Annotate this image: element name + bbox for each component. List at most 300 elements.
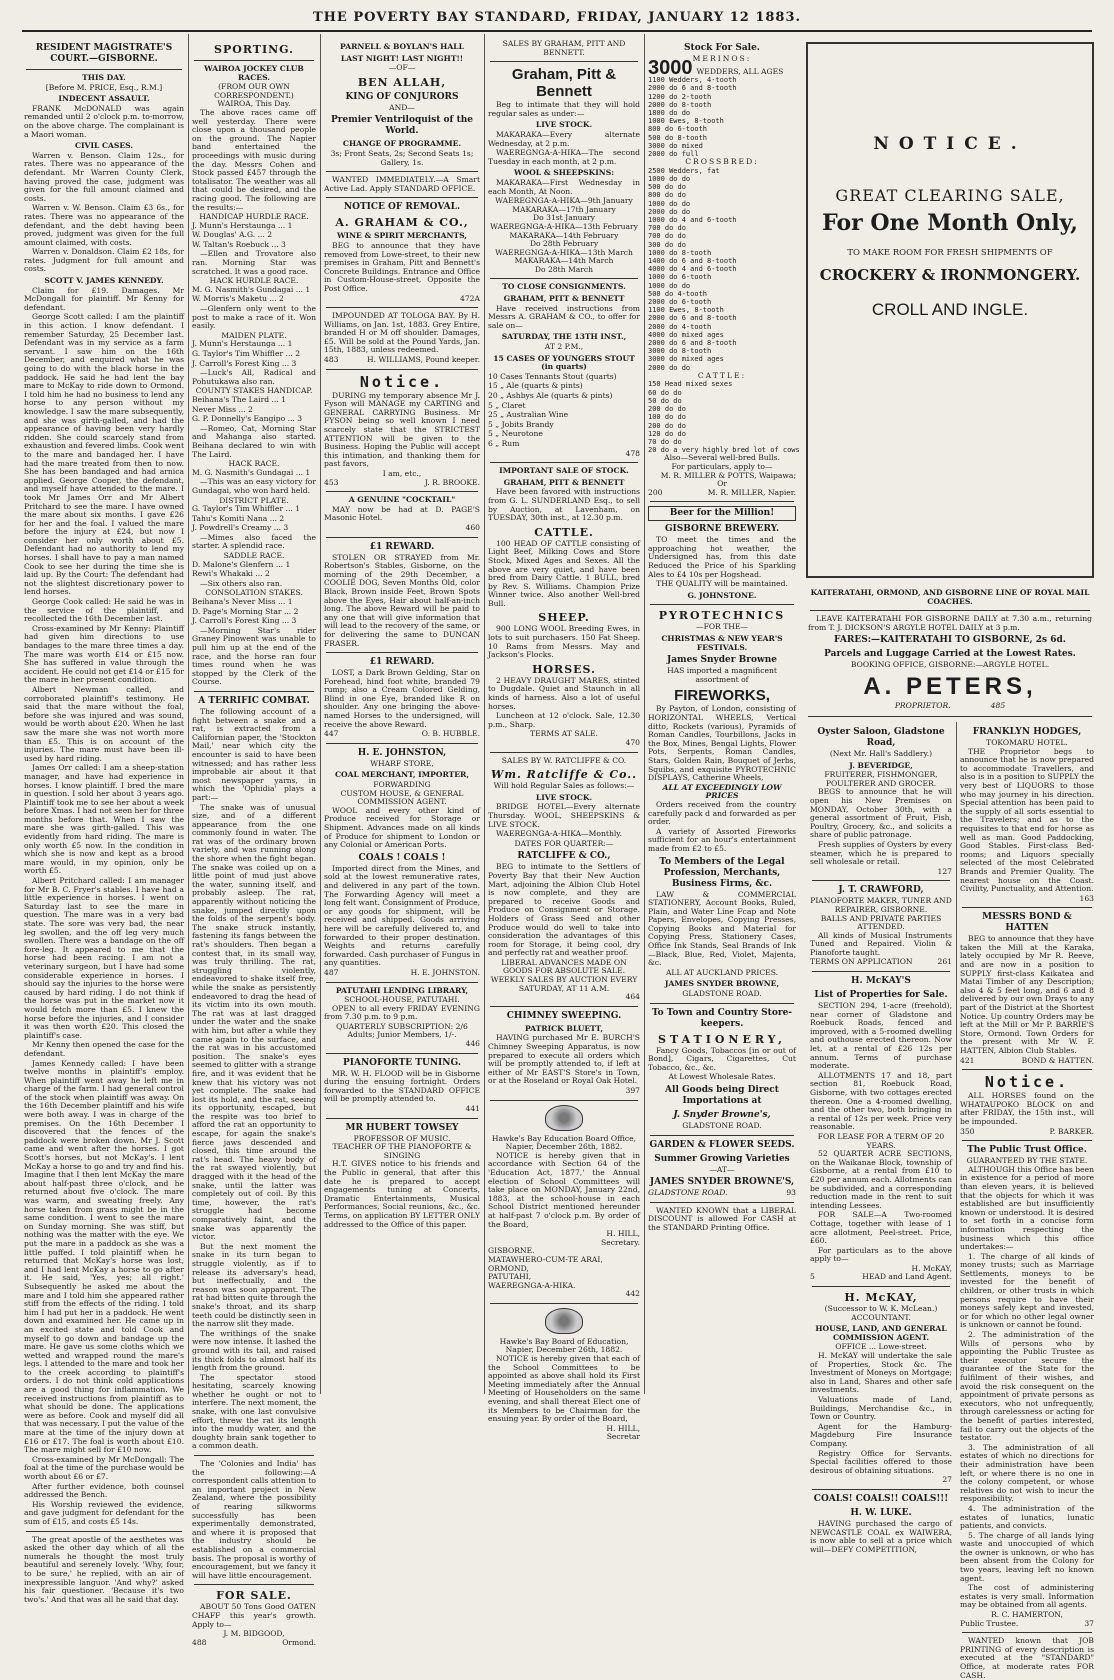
ad-number: 421 bbox=[960, 1055, 975, 1065]
divider bbox=[650, 1135, 794, 1136]
ben-allah: BEN ALLAH, bbox=[357, 75, 447, 89]
district-name: ORMOND, bbox=[488, 1263, 529, 1273]
combat-paragraph: The snake was of unusual size, and of a different appearance from the one commonly found in water. The rat was of the ordinary brown variety, and was running along the shore when the fight began. The snake was coiled up on a little point of mud just above the water, sunning itself, and probably asleep. The rat, apparently without noticing the snake, jumped directly upon the folds of the serpent's body. The snake struck instantly, fastening its fangs between the rat's shoulders. Then began a contest that, in its small way, was truly thrilling. The rat, struggling violently, endeavored to shake itself free, while the snake as persistently endeavored to drag the head of its victim into its own mouth. The rat was at last dragged under the water and the snake with him, but after a while they came again to the surface, and the rat was in his accustomed position. The snake's eyes seemed to glitter with a strange fire, and it was evident that he knew that his victory was not yet complete. The snake had lost its hold, and the rat, seeing its opportunity, escaped, but the respite was too brief to afford the rat an opportunity to escape, for again the snake's fierce jaws descended and closed, this time around the rat's head. The heavy body of the rat swayed violently, but dragged with it the head of the snake, until the latter was completely out of coil. By this time, however, the rat's struggle had become comparatively faint, and the snake was apparently the victor. bbox=[192, 802, 316, 1242]
divider bbox=[650, 1202, 794, 1203]
hall-name: PARNELL & BOYLAN'S HALL bbox=[340, 42, 464, 51]
horses-notice: ALL HORSES found on the WHATAUPOKO BLOCK on and after FRIDAY, the 15th inst., will be impounded. bbox=[960, 1091, 1094, 1126]
divider bbox=[490, 1303, 638, 1304]
crawford-balls: BALLS AND PRIVATE PARTIES ATTENDED. bbox=[820, 913, 942, 932]
storekeepers-title: To Town and Country Store-keepers. bbox=[651, 1007, 793, 1029]
stock-line: 50 do do bbox=[648, 396, 682, 405]
and-text: AND— bbox=[389, 102, 415, 112]
column-divider bbox=[644, 34, 645, 1394]
silk-paragraph: The 'Colonies and India' has the following:—A correspondent calls attention to an important project in New Zealand, where the possibility of rearing silkworms successfully has been experimentally demonstrated, and where it is proposed that the industry should be established on a commercial basis. The proposal is worthy of encouragement, but we fancy it will have little encouragement. bbox=[192, 1459, 316, 1580]
coach-text: LEAVE KAITERATAHI FOR GISBORNE DAILY at 7.30 a.m., returning from T. J. DICKSON'S ARGYLE HOTEL DAILY at 3 p.m. bbox=[808, 614, 1092, 632]
race-result: Never Miss ... 2 bbox=[192, 404, 253, 414]
sale-date-line: WAEREGNGA-A-HIKA—9th January bbox=[495, 196, 633, 206]
trustee-footer bbox=[960, 1620, 1094, 1629]
stock-line: 3000 do 8-tooth bbox=[648, 347, 712, 356]
ad-number: 163 bbox=[1079, 893, 1094, 903]
ad-number: 446 bbox=[465, 1039, 480, 1049]
coals-signature: H. E. JOHNSTON. bbox=[410, 967, 480, 977]
mckay-title: H. McKAY'S bbox=[851, 976, 911, 987]
stock-line: 500 do 4-tooth bbox=[648, 289, 708, 298]
royal-crest-icon bbox=[545, 1105, 583, 1131]
sheep-title: SHEEP. bbox=[538, 611, 590, 625]
board-office: Hawke's Bay Education Board Office, Napier, December 26th, 1882. bbox=[491, 1133, 637, 1152]
gladstone-road-2: GLADSTONE ROAD. bbox=[682, 1121, 762, 1130]
coals-text: Imported direct from the Mines, and sold at the lowest remunerative rates, and delivered in any part of the town. The Forwarding Agency will meet a long felt want. Consignment of Produce, or any goods for shipment, will be received and shipped. Goods arriving here will be carefully delivered to, and forwarded to their proper destination. Weights and returns carefully forwarded. Cash purchaser of Fungus in any quantities. bbox=[324, 863, 480, 968]
important-sale-text: Have been favored with instructions from G. L. SUNDERLAND Esq., to sell by Auction, at Lavenham, on TUESDAY, 30th inst., at 12.30 p.m. bbox=[488, 487, 640, 523]
dates-quarter: DATES FOR QUARTER:— bbox=[514, 838, 614, 848]
sale-line: MAKARAKA—First Wednesday in each Month, At Noon. bbox=[488, 177, 640, 196]
jsb-name-4: JAMES SNYDER BROWNE'S, bbox=[649, 1177, 795, 1188]
oyster-title: Oyster Saloon, Gladstone Road, bbox=[817, 727, 945, 748]
sweep-text: HAVING purchased Mr E. BURCH'S Chimney Sweeping Apparatus, is now prepared to execute all orders which will be promptly attended to, if left at either of Mr EAST'S Store's in Town, or at the Roseland or Royal Oak Hotel. bbox=[488, 1033, 640, 1086]
or-text: Or bbox=[717, 479, 727, 489]
ratcliffe-header: SALES BY W. RATCLIFFE & CO. bbox=[501, 755, 627, 765]
ad-number: 27 bbox=[942, 1475, 952, 1485]
divider bbox=[326, 537, 478, 538]
column-ads-8 bbox=[960, 724, 1094, 1680]
stock-line: 4000 do 4 and 6-tooth bbox=[648, 265, 737, 274]
particulars: For particulars, apply to— bbox=[671, 461, 773, 471]
stock-line: 800 do do bbox=[648, 191, 686, 200]
sweep-title: CHIMNEY SWEEPING. bbox=[506, 1010, 622, 1021]
stock-line: 20 do a very highly bred lot of cows bbox=[648, 446, 800, 455]
item-line: 5 „ Neurotone bbox=[488, 429, 543, 439]
impounded-footer bbox=[324, 356, 480, 365]
sale-line: WAEREGNGA-A-HIKA—The second Tuesday in each month, at 2 p.m. bbox=[488, 148, 640, 166]
ad-number: 487 bbox=[324, 967, 339, 977]
mckay-list-title: List of Properties for Sale. bbox=[814, 990, 948, 1001]
stout-cases: 15 CASES OF YOUNGERS STOUT (in quarts) bbox=[493, 353, 635, 372]
johnstone-name: G. JOHNSTONE. bbox=[687, 590, 757, 600]
ad-number: 483 bbox=[324, 355, 339, 365]
race-result: M. G. Nasmith's Gundagai ... 1 bbox=[192, 284, 311, 294]
board-signature-2: H. HILL, bbox=[606, 1423, 640, 1433]
ad-number: 460 bbox=[465, 522, 480, 532]
trustee-title: Public Trustee. bbox=[960, 1618, 1019, 1628]
court-paragraph: FRANK McDONALD was again remanded until 2 o'clock p.m. to-morrow, on the above charge. The complainant is a Maori woman. bbox=[24, 103, 184, 139]
masthead: THE POVERTY BAY STANDARD, FRIDAY, JANUARY 12 1883. bbox=[312, 10, 802, 25]
court-title: RESIDENT MAGISTRATE'S COURT.—GISBORNE. bbox=[35, 43, 173, 64]
crossbred-list bbox=[648, 167, 796, 372]
cattle-title: CATTLE: bbox=[697, 370, 747, 380]
gpb-name-3: GRAHAM, PITT & BENNETT bbox=[503, 477, 625, 487]
stock-line: 2000 do 6-tooth bbox=[648, 298, 712, 307]
stock-line: 1000 do do bbox=[648, 199, 691, 208]
divider bbox=[812, 880, 950, 881]
court-paragraph: Albert Pritchard called: I am manager for Mr B. C. Fryer's stables. I have had a little experience in horses. I went on Saturday last to see the mare in question. The mare was in a very bad state. The sore was very bad, the near leg swollen, and the off leg very much swollen. There was a bandage on the off fore-leg. It appeared to me that the horse had been racing. I am not a veterinary surgeon, but I have had some considerable experience in horses. I should say the injuries to the horse were caused by hard riding. I do not think if the horse was put in the market now it would fetch more than £5. I knew the horse before the injuries, and I consider it was then worth £20. This closed the plaintiff's case. bbox=[24, 876, 184, 1040]
divider bbox=[326, 369, 478, 370]
anecdote-paragraph: The great apostle of the aesthetes was asked the other day which of all the numerals he thought the most truly beautiful and serenely lovely. 'Why, four, to be sure,' he replied, with an air of inexpressible languor. 'And why?' asked his fair questioner. 'Because it's two two's.' And that was all he said that day. bbox=[24, 1534, 184, 1604]
court-paragraph: Warren v. W. Benson. Claim £3 6s., for rates. There was no appearance of the defendant, and the debt having been proved, judgment was given for the full amount claimed, with costs. bbox=[24, 203, 184, 247]
stock-line: 200 do do bbox=[648, 421, 686, 430]
stationery-text: Fancy Goods, Tobaccos [in or out of Bond], Cigars, Cigarettes, Cut Tobacco, &c., &c. bbox=[648, 1045, 796, 1072]
stock-line: 2000 do 4-tooth bbox=[648, 322, 712, 331]
race-result: G. P. Donnelly's Eangipo ... 3 bbox=[192, 414, 303, 424]
ratcliffe-text: BEG to intimate to the Settlers of Poverty Bay that their New Auction Mart, adjoining the Albion Club Hotel is now complete, and they are prepared to receive Goods and Produce on Consignment or Storage. Holders of Grass Seed and other Produce would do well to take into consideration the advantages of this room for Storage, it being cool, dry and perfectly rat and weather proof. bbox=[488, 862, 640, 958]
divider bbox=[808, 716, 1092, 717]
ad-number: 472A bbox=[460, 293, 480, 303]
board-secretary-2: Secretar bbox=[606, 1432, 640, 1442]
race-name: HACK RACE. bbox=[228, 459, 280, 469]
ad-number: 478 bbox=[625, 448, 640, 458]
board-office-2: Hawke's Bay Board of Education, Napier, December 26th, 1882. bbox=[499, 1336, 629, 1355]
reward-signature: O. B. HUBBLE. bbox=[421, 729, 480, 739]
reward-footer bbox=[324, 730, 480, 739]
court-paragraph: Cross-examined by Mr McDongall: The foal at the time of the purchase would be worth about £6 or £7. bbox=[24, 1454, 184, 1481]
divider bbox=[326, 307, 478, 308]
sporting-dateline: WAIROA, This Day. bbox=[217, 99, 291, 109]
stock-line: 1000 do 4 and 6-tooth bbox=[648, 216, 737, 225]
combat-title: A TERRIFIC COMBAT. bbox=[198, 695, 310, 706]
divider bbox=[326, 1053, 478, 1054]
sporting-paragraph: The above races came off well yesterday. There were close upon a thousand people on the ground. The Napier band entertained the proceedings with music during the day. Messrs Cohen and Stock passed £457 through the totalisator. The weather was all that could be desired, and the racing good. The following are the results:— bbox=[192, 107, 316, 212]
item-line: 15 „ Ale (quarts & pints) bbox=[488, 381, 583, 391]
race-result: W. Douglas' A.G. ... 2 bbox=[192, 230, 273, 240]
divider bbox=[650, 604, 794, 605]
column-divider bbox=[188, 34, 189, 1394]
johnston-name: H. E. JOHNSTON, bbox=[357, 747, 447, 758]
divider bbox=[650, 1003, 794, 1004]
fireworks-list: By Payton, of London, consisting of HORIZONTAL WHEELS, Vertical ditto, Rockets (various), Pyramids of Roman Candles, Tourbillons, Jacks in the Box, Mines, Bengal Lights, Flower Pots, Serpents, Roman Candles, Stars, Golden Rain, Bouquet of Jerbs, Squibs, and exquisite PYROTECHNIC DISPLAYS, Catherine Wheels, bbox=[648, 704, 796, 783]
trust-text: 2. The administration of the Wills of persons who by appointing the Public Trustee as their executor secure the guarantee of the State for the fulfilment of their wishes, and avoid the risk consequent on the appointment of private persons as executors, who not unfrequently, through carelessness or acting for the benefit of parties interested, fail to carry out the objects of the testator. bbox=[960, 1330, 1094, 1443]
bond-hatten-signature: BOND & HATTEN. bbox=[1021, 1055, 1094, 1065]
race-result: D. Page's Morning Star ... 2 bbox=[192, 606, 299, 616]
clearing-sale: GREAT CLEARING SALE, bbox=[835, 186, 1065, 205]
item-line: 6 „ Rum bbox=[488, 438, 520, 448]
race-results bbox=[192, 213, 316, 687]
divider bbox=[26, 69, 182, 70]
divider bbox=[326, 171, 478, 172]
court-paragraph: Albert Newman called, and corroborated plaintiff's testimony. He said that the mare without the foal, before she was injured and was sound, would be worth about £20. When he last saw the mare she was not worth more than £5. This is on account of the injuries. The mare must have been ill-used by hard riding. bbox=[24, 684, 184, 763]
barker-signature: P. BARKER. bbox=[1049, 1126, 1094, 1136]
court-subhead: SCOTT V. JAMES KENNEDY. bbox=[44, 276, 164, 286]
court-paragraph: George Cook called: He said he was in the service of the plaintiff, and recollected the 16th December last. bbox=[24, 597, 184, 624]
district-name: WAEREGNGA-A-HIKA. bbox=[488, 1280, 576, 1290]
croll-ingle-name: CROLL AND INGLE. bbox=[871, 300, 1029, 319]
mckay-footer bbox=[810, 1273, 952, 1282]
divider bbox=[194, 1584, 314, 1585]
ratcliffe-sub: Will hold Regular Sales as follows:— bbox=[493, 781, 635, 791]
race-result: D. Malone's Glenfern ... 1 bbox=[192, 559, 291, 569]
mckay-text: H. McKAY will undertake the sale of Properties, Stock &c. The Investment of Moneys on Mortgage; also in Land, Shares and other safe investments. bbox=[810, 1351, 952, 1395]
gladstone-road-3: GLADSTONE ROAD. bbox=[648, 1188, 728, 1198]
parcels-text: Parcels and Luggage Carried at the Lowest Rates. bbox=[824, 649, 1076, 660]
divider bbox=[962, 1632, 1092, 1633]
stock-line: 2000 do 6 and 8-tooth bbox=[648, 84, 737, 93]
item-line: 5 „ Claret bbox=[488, 400, 526, 410]
prices: 3s; Front Seats, 2s; Second Seats 1s; Gallery, 1s. bbox=[330, 148, 474, 167]
divider bbox=[490, 278, 638, 279]
stock-line: 100 do do bbox=[648, 413, 686, 422]
ad-number: 464 bbox=[625, 992, 640, 1002]
stationery-title: STATIONERY, bbox=[658, 1032, 786, 1046]
stock-line: 2500 Wedders, fat bbox=[648, 166, 720, 175]
court-paragraph: George Scott called: I am the plaintiff in this action. I know defendant. I remember Saturday, 25 December last. Defendant was in my service as a farm servant. I saw him on the 16th December, and enquired what he was going to do with the black horse in the paddock. He said he had lent the bay mare to McKay to ride down to Ormond. I told him he had no business to lend any horse to any person without my knowledge. I saw the mare subsequently, and she was girth-galled, and had the appearance of having been very hardly ridden. She could scarcely stand from exhaustion and fevered limbs. Cook went to the mare and bandaged her. I have had the mare treated from then to now. She has been bandaged and had arnica applied. George Cooper, the defendant, and myself have attended to the mare. I took Mr James Orr and Mr Albert Pritchard to see the mare. I have owned the mare about six months. I gave £26 for her and the foal. I valued the mare before the injury at £24, but now I consider her only worth about £5. Defendant had no authority to lend my horses. I shall have to pay a man named Cook to see her during the time she is laid up. By the Court: The defendant had not the slightest discretionary power to lend horses. bbox=[24, 312, 184, 597]
board-signature: H. HILL, bbox=[606, 1229, 640, 1239]
franklyn-text: THE Proprietor begs to announce that he is now prepared to accommodate Travellers, and also is in a position to SUPPLY the very best of LIQUORS to those who may journey in his direction. Special attention has been paid to the supply of all sorts essential to the Travelers; and as to the requisites to that end for horse as well as man. Good Paddocking, Good Stables. First-class Bed-rooms; and Liquors specially selected of the most Celebrated Brands and Premier Quality. The nearest house on the Coast. Civility, Punctuality, and Attention. bbox=[960, 746, 1094, 894]
stock-line: 2000 do full bbox=[648, 150, 699, 159]
cattle-title: CATTLE. bbox=[534, 525, 594, 539]
bond-hatten-text: BEG to announce that they have taken the Mill at the Karaka, lately occupied by Mr R. Reeve, and are now in a position to SUPPLY first-class Kaikatea and Matai Timber of any Description; also 4 & 5 feet long, and 6 and 8 delivered by our own Drays to any part of the District at the Shortest Notice. Up country Orders may be left at the Mill or Mr P. BARRIE'S Store, Ormond. Town Orders for the present with Mr W. F. HATTEN, Albion Club Stables. bbox=[960, 934, 1094, 1055]
stock-line: 4000 do mixed ages bbox=[648, 330, 724, 339]
divider bbox=[326, 982, 478, 983]
court-day: THIS DAY. bbox=[82, 73, 126, 82]
stock-line: 1000 Ewes, 8-tooth bbox=[648, 117, 724, 126]
sale-date-line: WAEREGNGA-A-HIKA—13th February bbox=[490, 221, 638, 231]
liberal-advances: LIBERAL ADVANCES MADE ON GOODS FOR ABSOLUTE SALE. bbox=[501, 957, 627, 976]
for-sale-text: ABOUT 50 Tons Good OATEN CHAFF this year's growth. Apply to— bbox=[192, 1602, 316, 1629]
beveridge-text-2: Fresh supplies of Oysters by every steamer, which he is prepared to sell wholesale or retail. bbox=[810, 839, 952, 867]
race-note: —Romeo, Cat, Morning Star and Mahanga also started. Beihana declared to win with The Laird. bbox=[192, 423, 316, 459]
seeds-title: GARDEN & FLOWER SEEDS. bbox=[649, 1139, 795, 1150]
court-paragraph: After further evidence, both counsel addressed the Bench. bbox=[24, 1481, 184, 1500]
stock-line: 800 do 6-tooth bbox=[648, 125, 708, 134]
customs-agent: CUSTOM HOUSE, & GENERAL COMMISSION AGENT. bbox=[340, 788, 464, 807]
ratcliffe-name: Wm. Ratcliffe & Co.. bbox=[491, 768, 637, 782]
stock-line: 1100 Ewes, 8-tooth bbox=[648, 306, 724, 315]
removal-title: NOTICE OF REMOVAL. bbox=[343, 202, 461, 213]
combat-paragraph: The writhings of the snake were now intense. It lashed the ground with its tail, and raised its thick folds to almost half its length from the ground. bbox=[192, 1328, 316, 1373]
stock-title: Stock For Sale. bbox=[684, 43, 760, 53]
ventriloquist: Premier Ventriloquist of the World. bbox=[331, 115, 473, 137]
trustee-signature: R. C. HAMERTON, bbox=[991, 1610, 1063, 1620]
croll-ingle-ad bbox=[806, 42, 1094, 578]
franklyn-name: FRANKLYN HODGES, bbox=[972, 727, 1082, 737]
divider bbox=[962, 907, 1092, 908]
bond-hatten-footer bbox=[960, 1057, 1094, 1066]
court-paragraph: Cross-examined by Mr Kenny: Plaintiff had given him directions to use bandages to the mare three times a day. The mare was worth £14 or £15 now. She has suffered in value through the accident. He could not get £14 or £15 for the mare in her present condition. bbox=[24, 623, 184, 685]
towsey-name: MR HUBERT TOWSEY bbox=[345, 1122, 459, 1133]
race-result: Beihana's Never Miss ... 1 bbox=[192, 597, 293, 607]
trust-text: 4. The administration of the estates of lunatics, lunatic patients, and convicts. bbox=[960, 1503, 1094, 1531]
stock-line: 1000 do do bbox=[648, 281, 691, 290]
ad-number: 350 bbox=[960, 1126, 975, 1136]
library-subscription: QUARTERLY SUBSCRIPTION: 2/6 Adults; Junior Members, 1/-. bbox=[336, 1021, 468, 1040]
ad-number: 453 bbox=[324, 477, 339, 487]
stock-line: 1100 Wedders, 4-tooth bbox=[648, 76, 737, 85]
sale-line: BRIDGE HOTEL—Every alternate Thursday. WOOL, SHEEPSKINS & LIVE STOCK. bbox=[488, 802, 640, 829]
stock-line: 1000 do 8-tooth bbox=[648, 248, 712, 257]
ad-number: 5 bbox=[810, 1272, 815, 1282]
crawford-text: All kinds of Musical Instruments Tuned and Repaired. Violin & Pianoforte taught. bbox=[810, 930, 952, 957]
sales-header: SALES BY GRAHAM, PITT AND BENNETT. bbox=[502, 39, 626, 57]
race-result: J. Munn's Herstaunga ... 1 bbox=[192, 339, 293, 349]
ad-number: 37 bbox=[1084, 1618, 1094, 1628]
notice-heading: NOTICE. bbox=[873, 134, 1027, 154]
column-stock bbox=[648, 40, 800, 1390]
board-secretary: Secretary. bbox=[601, 1237, 640, 1247]
beer-title: Beer for the Million! bbox=[648, 506, 796, 521]
piano-title: PIANOFORTE TUNING. bbox=[343, 1057, 461, 1068]
gladstone-road: GLADSTONE ROAD. bbox=[682, 989, 762, 999]
tokomaru-hotel: TOKOMARU HOTEL. bbox=[986, 738, 1068, 747]
miller-footer bbox=[648, 489, 796, 498]
stock-line: 120 do do bbox=[648, 429, 686, 438]
trust-text: ALTHOUGH this Office has been in existence for a period of more than eleven years, it is believed that the objects for which it was established are but insufficiently known or understood. It is desired to set forth in a concise form information respecting the business which this office undertakes:— bbox=[960, 1164, 1094, 1252]
booking-office: BOOKING OFFICE, GISBORNE:—ARGYLE HOTEL. bbox=[850, 660, 1050, 670]
ad-number: 442 bbox=[625, 1289, 640, 1299]
agent-text: Agent for the Hamburg-Magdeburg Fire Insurance Company. bbox=[810, 1421, 952, 1448]
oyster-next: (Next Mr. Hall's Saddlery.) bbox=[829, 749, 933, 758]
coach-title: KAITERATAHI, ORMOND, AND GISBORNE LINE OF ROYAL MAIL COACHES. bbox=[810, 588, 1090, 606]
terms-text: TERMS AT SALE. bbox=[530, 729, 598, 739]
sale-date-line: WAEREGNGA-A-HIKA—13th March bbox=[495, 247, 633, 257]
divider bbox=[326, 1118, 478, 1119]
brewery-name: GISBORNE BREWERY. bbox=[664, 524, 780, 535]
ad-number: 485 bbox=[990, 700, 1006, 710]
crawford-name: J. T. CRAWFORD, bbox=[838, 885, 924, 896]
wharf-store: WHARF STORE, bbox=[370, 758, 434, 768]
divider bbox=[490, 462, 638, 463]
towsey-text: H.T. GIVES notice to his friends and the Public in general, that after this date he is prepared to accept engagements tuning at Concerts, Dramatic Entertainments, Musical Performances, Social reunions, &c., &c. Terms, on application BY LETTER ONLY addressed to the Office of this paper. bbox=[324, 1159, 480, 1229]
orders-text: Orders received from the country carefully pack d and forwarded as per order. bbox=[648, 799, 796, 827]
house-agent: HOUSE, LAND, AND GENERAL COMMISSION AGENT. bbox=[815, 1324, 947, 1342]
xmas-title: CHRISTMAS & NEW YEAR'S FESTIVALS. bbox=[661, 634, 783, 652]
stock-line: 3000 do mixed ages bbox=[648, 355, 724, 364]
bluett-name: PATRICK BLUETT, bbox=[524, 1023, 604, 1033]
sale-date-line: MAKARAKA—14th February bbox=[509, 230, 619, 240]
race-result: W. Morris's Maketu ... 2 bbox=[192, 294, 284, 304]
direct-imports: All Goods being Direct Importations at bbox=[665, 1085, 779, 1106]
sale-date: SATURDAY, THE 13TH INST., bbox=[501, 332, 627, 342]
last-night: LAST NIGHT! LAST NIGHT!! bbox=[340, 53, 464, 63]
property-text: 52 QUARTER ACRE SECTIONS, on the Waikanae Block, township of Gisborne, at a rental from £10 to £20 per annum each. Allotments can be subdivided, and a corresponding reduction made in the rent to suit intending Lessees. bbox=[810, 1149, 952, 1210]
divider bbox=[490, 61, 638, 62]
valuations-text: Valuations made of Land, Buildings, Merchandise &c., in Town or Country. bbox=[810, 1395, 952, 1422]
column-sporting bbox=[192, 40, 316, 1647]
for-the: —FOR THE— bbox=[695, 622, 749, 632]
wool-title: WOOL & SHEEPSKINS: bbox=[513, 168, 615, 178]
sale-date-line: MAKARAKA—14th March bbox=[514, 256, 614, 266]
divider bbox=[812, 1286, 950, 1287]
divider bbox=[326, 652, 478, 653]
wedders-label: WEDDERS, ALL AGES bbox=[696, 66, 784, 76]
reward-title: £1 REWARD. bbox=[369, 657, 435, 668]
change-programme: CHANGE OF PROGRAMME. bbox=[342, 139, 462, 149]
court-paragraph: Warren v. Benson. Claim 12s., for rates. There was no appearance of the defendant. Mr Warren County Clerk, having proved the case, judgment was given for the full amount claimed and costs. bbox=[24, 150, 184, 203]
coals-footer bbox=[324, 969, 480, 978]
race-result: Tahu's Komiti Nana ... 2 bbox=[192, 513, 285, 523]
divider bbox=[26, 1531, 182, 1532]
cattle-text: 100 HEAD OF CATTLE consisting of Light Beef, Milking Cows and Store Stock, Mixed Ages and Sexes. All the above are very quiet, and have been bred from Dairy Cattle. 1 BULL, bred by Rev. S. Williams. Champion Prize Winner twice. Also another Well-bred Bull. bbox=[488, 538, 640, 608]
jsb-name: James Snyder Browne bbox=[666, 655, 778, 666]
king-of-conjurors: KING OF CONJURORS bbox=[345, 91, 459, 102]
race-result: Beihana's The Laird ... 1 bbox=[192, 394, 286, 404]
race-result: G. Taylor's Tim Whiffler ... 2 bbox=[192, 349, 301, 358]
ad-number: 470 bbox=[625, 738, 640, 747]
reward-text: STOLEN OR STRAYED from Mr. Robertson's Stables, Gisborne, on the morning of the 29th December, a COOLIE DOG, Seven Months Old, color Black, Brown inside Feet, Brown Spots above the Eyes, Hair about half-an-inch long. The above Reward will be paid to any one that will give information that will lead to the recovery of the same, or for delivering the same to DUNCAN FRASER. bbox=[324, 552, 480, 648]
sporting-from: (FROM OUR OWN CORRESPONDENT.) bbox=[214, 82, 294, 100]
race-name: HACK HURDLE RACE. bbox=[209, 276, 299, 286]
column-court bbox=[24, 40, 184, 1604]
luke-name: H. W. LUKE. bbox=[850, 1507, 912, 1518]
luke-text: HAVING purchased the cargo of NEWCASTLE COAL ex WAIWERA, is now able to sell at a price which will—DEFY COMPETITION, bbox=[810, 1518, 952, 1554]
stock-line: 150 Head mixed sexes bbox=[648, 380, 733, 389]
library-text: OPEN to all every FRIDAY EVENING from 7.30 p.m. to 9 p.m. bbox=[324, 1003, 480, 1022]
sale-date-line: Do 28th March bbox=[534, 264, 594, 274]
consign-title: TO CLOSE CONSIGNMENTS. bbox=[502, 282, 626, 292]
trust-text: The cost of administering estates is very small. Information may be obtained from all agents. bbox=[960, 1583, 1094, 1610]
wanted-ad: WANTED IMMEDIATELY.—A Smart Active Lad. Apply STANDARD OFFICE. bbox=[324, 175, 480, 193]
mckay-name-2: H. McKAY, bbox=[844, 1291, 918, 1305]
gpb-name-2: GRAHAM, PITT & BENNETT bbox=[503, 294, 625, 304]
ad-number: 261 bbox=[937, 957, 952, 967]
guaranteed: GUARANTEED BY THE STATE. bbox=[966, 1156, 1088, 1166]
reward-text: LOST, a Dark Brown Gelding, Star on Forehead, hind foot white, branded 79 rump; also a Cream Colored Gelding, Blind in one Eye, branded like R on shoulder. Any one bringing the above-named Horses to the undersigned, will receive the above Reward. bbox=[324, 668, 480, 729]
trust-text: 1. The charge of all kinds of money trusts; such as Marriage Settlements, moneys to be invested for the benefit of children, or other trusts in which persons require to have their moneys safely kept and invested, or for which no other legal owner is unknown or cannot be found. bbox=[960, 1251, 1094, 1330]
divider bbox=[490, 752, 638, 753]
stock-line: 500 do 8-tooth bbox=[648, 133, 708, 142]
jsb-intro: HAS imported a magnificent assortment of bbox=[667, 666, 777, 684]
stock-line: 3000 do mixed bbox=[648, 141, 703, 150]
property-text: ALLOTMENTS 17 and 18, part section 81, Roebuck Road, Gisborne, with two cottages erected thereon. One a 4-roomed dwelling, and the other two, both bringing in a rental of 12s per week. Price very reasonable. bbox=[810, 1070, 952, 1132]
legal-title: To Members of the Legal Profession, Merchants, Business Firms, &c. bbox=[659, 856, 785, 889]
race-name: MAIDEN PLATE. bbox=[221, 330, 287, 340]
wool-text: WOOL and every other kind of Produce received for Storage or Shipment. Advances made on all kinds of Produce for shipment to London or any Colonial or American Ports. bbox=[324, 805, 480, 850]
law-stationery: LAW & COMMERCIAL STATIONERY, Account Books, Ruled, Plain, and Water Line Fcap and Note Papers, Envelopes, Copying Presses, Copying Books and Material for Copying Press, Stationery Cases, Office Ink Stands, Seal Brands of Ink—Black, Blue, Red, Violet, Majenta, &c. bbox=[648, 889, 796, 968]
mckay-signature: H. McKAY, bbox=[911, 1263, 952, 1273]
merino-list bbox=[648, 76, 796, 158]
mckay-successor: (Successor to W. K. McLean.) bbox=[824, 1304, 938, 1314]
stock-line: 1000 do 6-tooth bbox=[648, 273, 712, 282]
race-result: Rewi's Whakaki ... 2 bbox=[192, 569, 270, 579]
seeds-footer bbox=[648, 1189, 796, 1198]
item-line: 20 „ Ashbys Ale (quarts & pints) bbox=[488, 391, 613, 400]
notice-signature: I am, etc., bbox=[382, 469, 422, 478]
court-paragraph: Warren v. Donaldson. Claim £2 18s, for rates. Judgment for full amount and costs. bbox=[24, 247, 184, 274]
cocktail-text: MAY now be had at D. PAGE'S Masonic Hotel. bbox=[324, 504, 480, 523]
divider bbox=[326, 197, 478, 198]
race-note: —Mimes also faced the starter. A splendid race. bbox=[192, 532, 316, 551]
impounded-signature: H. WILLIAMS, Pound keeper. bbox=[367, 355, 480, 365]
weekly-sales: WEEKLY SALES BY AUCTION EVERY SATURDAY, AT 11 A.M. bbox=[490, 975, 638, 993]
sale-date-line: Do 31st January bbox=[533, 213, 595, 223]
office-location: OFFICE ... Lowe-street. bbox=[835, 1342, 927, 1352]
for-sale-footer bbox=[192, 1639, 316, 1648]
for-sale-address: Ormond. bbox=[282, 1637, 316, 1647]
race-note: —Luck's All, Radical and Pohutukawa also ran. bbox=[192, 368, 316, 386]
court-paragraph: James Kennedy called: I have been twelve months in plaintiff's employ. When plaintiff went away he left me in charge of the farm. I had general control of the stock when plaintiff was away. On the 16th December plaintiff and his wife were both away. I was in charge of the premises. On the 16th December I discovered that the fences of the paddock were broken down. Mr J. Scott came and went after the horses. I got Scott's horses, but not McKay's. I lent McKay a horse to go and try and find his. Imagine that I then lent McKay the mare about half-past three o'clock, and he returned about five o'clock. The mare was warm, and sweating freely. Any horse taken from grass might be in the same condition. I went to see the mare on Sunday morning. She was stiff, but nothing was the matter with the eye. We put the mare in a paddock as she was a little puffed. I told plaintiff when he returned that McKay's horse was lost, and I had lent McKay a horse to go after it. He said, 'Yes, yes; all right.' Subsequently he asked me about the mare and I told him she appeared rather stiff from the effects of the riding. I told him I had put her in a paddock. He went down and examined her. He came up in an excited state and told Cook and myself to go down and bandage up the mare. He gave us some cloths which we wetted and wrapped round the mare's legs. I attended to the mare and took her to the creek according to plaintiff's orders. I do not think cold applications are a good thing for inflammation. We received instructions from plaintiff as to what should be done. The applications were as before. Cook and myself did all that was necessary. I put the value of the mare at the time of the injury down at £16 or £17. The foal is worth about £10. The mare might sell for £10 now. bbox=[24, 1058, 184, 1455]
wholesale-rates: At Lowest Wholesale Rates. bbox=[668, 1072, 776, 1082]
brewery-text: TO meet the times and the approaching hot weather, the Undersigned has, from this date Reduced the Price of his Sparkling Ales to £4 10s per Hogshead. bbox=[648, 535, 796, 579]
for-sale-title: FOR SALE. bbox=[216, 1589, 292, 1603]
divider bbox=[962, 1140, 1092, 1141]
property-text: FOR SALE—A Two-roomed Cottage, together with lease of 1 acre allotment, Peel-street. Price, £60. bbox=[810, 1210, 952, 1246]
cattle-list bbox=[648, 380, 800, 455]
item-line: 5 „ Jobits Brandy bbox=[488, 419, 554, 429]
race-note: —This was an easy victory for Gundagai, who won hard held. bbox=[192, 477, 316, 495]
miller-potts: M. R. MILLER & POTTS, Waipawa; bbox=[660, 470, 796, 480]
district-name: PATUTAHI, bbox=[488, 1272, 532, 1282]
stock-line: 500 do do bbox=[648, 183, 686, 192]
royal-crest-icon bbox=[545, 1308, 583, 1334]
stock-line: 2000 do 6 and 8-tooth bbox=[648, 339, 737, 348]
stock-line: 300 do do bbox=[648, 240, 686, 249]
notice-text: DURING my temporary absence Mr J. Fyson will MANAGE my CARTING and GENERAL CARRYING Business. Mr FYSON being so well known I need scarcely state that the STRICTEST ATTENTION will be given to the Business. Hoping the Public will accept this intimation, and thanking them for past favors, bbox=[324, 390, 480, 469]
notice-name: J. R. BROOKE. bbox=[424, 477, 480, 487]
divider bbox=[326, 743, 478, 744]
notice-title: Notice. bbox=[359, 372, 445, 391]
stock-line: 1200 do 2-tooth bbox=[648, 92, 712, 101]
forwarding: FORWARDING bbox=[373, 780, 431, 790]
horses-text: 2 HEAVY DRAUGHT MARES, stinted to Dugdale. Quiet and Staunch in all kinds of harness. Also a lot of useful horses. bbox=[488, 675, 640, 711]
sale-dates bbox=[488, 197, 640, 274]
important-sale-title: IMPORTANT SALE OF STOCK. bbox=[499, 466, 629, 476]
